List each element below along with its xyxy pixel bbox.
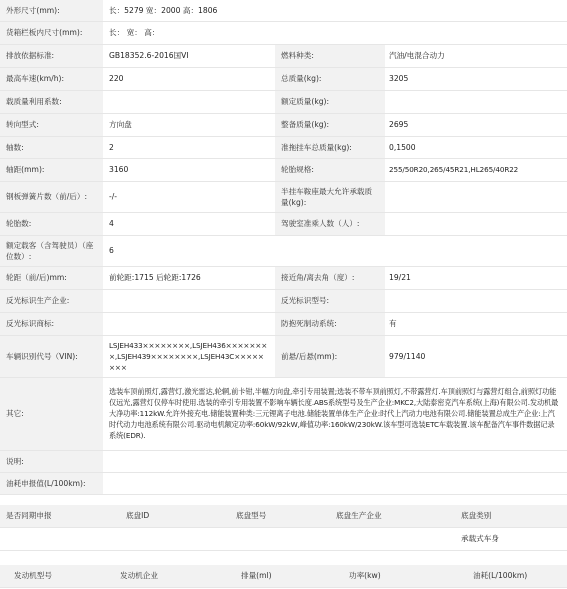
spec-label: 防抱死制动系统: [275, 312, 385, 335]
spec-label: 载质量利用系数: [0, 90, 103, 113]
spec-row [0, 67, 567, 90]
spec-value: 长： 宽： 高： [103, 21, 567, 44]
chassis-cell [110, 527, 220, 550]
spec-label: 轴距(mm): [0, 158, 103, 181]
spec-value [385, 90, 567, 113]
spec-row [0, 136, 567, 158]
spec-label: 排放依据标准: [0, 44, 103, 67]
spec-label: 轴数: [0, 136, 103, 158]
spec-row [0, 21, 567, 44]
spec-row [0, 158, 567, 181]
chassis-row [0, 527, 567, 550]
spec-label: 外形尺寸(mm): [0, 0, 103, 21]
spec-label: 总质量(kg): [275, 67, 385, 90]
spec-value: 6 [103, 235, 567, 266]
spec-row [0, 90, 567, 113]
spec-value [103, 312, 275, 335]
spec-label: 反光标识生产企业: [0, 289, 103, 312]
spec-label: 反光标识商标: [0, 312, 103, 335]
spec-row [0, 472, 567, 494]
spec-label: 整备质量(kg): [275, 113, 385, 136]
spec-label: 车辆识别代号（VIN): [0, 335, 103, 377]
spec-label: 货箱栏板内尺寸(mm): [0, 21, 103, 44]
spec-label: 驾驶室准乘人数（人）: [275, 212, 385, 235]
engine-header: 发动机型号 [0, 565, 110, 587]
spec-value: 汽油/电混合动力 [385, 44, 567, 67]
engine-header: 排量(ml) [227, 565, 337, 587]
spec-value: 3160 [103, 158, 275, 181]
spec-label: 接近角/离去角（度）: [275, 266, 385, 289]
spec-value [385, 212, 567, 235]
chassis-cell [220, 527, 330, 550]
engine-header: 油耗(L/100km) [447, 565, 567, 587]
spec-value [103, 289, 275, 312]
spec-value [103, 450, 567, 472]
spec-label: 其它: [0, 377, 103, 450]
chassis-header: 底盘生产企业 [330, 505, 447, 527]
spec-label: 前悬/后悬(mm): [275, 335, 385, 377]
chassis-header: 是否同期申报 [0, 505, 110, 527]
spec-value: 4 [103, 212, 275, 235]
spec-label: 轮胎规格: [275, 158, 385, 181]
spec-value [385, 181, 567, 212]
spec-row [0, 44, 567, 67]
chassis-cell [330, 527, 447, 550]
spec-value [103, 472, 567, 494]
spec-label: 半挂车鞍座最大允许承载质量(kg): [275, 181, 385, 212]
engine-header: 功率(kw) [337, 565, 447, 587]
spec-value: 19/21 [385, 266, 567, 289]
spec-label: 轮距（前/后)mm: [0, 266, 103, 289]
spec-row [0, 235, 567, 266]
spec-value: 方向盘 [103, 113, 275, 136]
chassis-header: 底盘型号 [220, 505, 330, 527]
chassis-table [0, 505, 567, 551]
engine-table [0, 565, 567, 588]
spec-label: 轮胎数: [0, 212, 103, 235]
spec-value [103, 90, 275, 113]
spec-row [0, 0, 567, 21]
spec-row [0, 335, 567, 377]
spec-row [0, 181, 567, 212]
spec-label: 燃料种类: [275, 44, 385, 67]
spec-row [0, 266, 567, 289]
engine-header-row [0, 565, 567, 587]
spec-label: 准拖挂车总质量(kg): [275, 136, 385, 158]
chassis-header: 底盘类别 [447, 505, 567, 527]
spec-value: -/- [103, 181, 275, 212]
spec-label: 油耗申报值(L/100km): [0, 472, 103, 494]
other-notes-value: 选装车顶前照灯,露营灯,激光雷达,轮辋,前卡钳,半幅方向盘,牵引专用装置;选装不带车顶前照灯,不带露营灯.车顶前照灯与露营灯组合,前照灯功能仅远光,露营灯仅停车时使用.选装的牵引专用装置不影响车辆长度.ABS系统型号及生产企业:MKC2,大陆泰密克汽车系统(上海)有限公司.发动机最大净功率:112kW.允许外接充电.储能装置种类:三元锂离子电池.储能装置单体生产企业:时代上汽动力电池有限公司.储能装置总成生产企业:上汽时代动力电池系统有限公司.驱动电机额定功率:60kW/92kW,峰值功率:160kW/230kW.该车型可选装ETC车载装置.该车配备汽车事件数据记录系统(EDR). [103, 377, 567, 450]
spec-label: 额定载客（含驾驶员）（座位数）: [0, 235, 103, 266]
spec-row [0, 113, 567, 136]
spec-value: GB18352.6-2016国VI [103, 44, 275, 67]
spec-value: 255/50R20,265/45R21,HL265/40R22 [385, 158, 567, 181]
spec-label: 转向型式: [0, 113, 103, 136]
spec-label: 最高车速(km/h): [0, 67, 103, 90]
spec-value: 长：5279 宽：2000 高：1806 [103, 0, 567, 21]
spec-row [0, 289, 567, 312]
chassis-header-row [0, 505, 567, 527]
spec-label: 反光标识型号: [275, 289, 385, 312]
spec-row [0, 212, 567, 235]
spec-value [385, 289, 567, 312]
chassis-header: 底盘ID [110, 505, 220, 527]
chassis-cell [0, 527, 110, 550]
spec-value: 2695 [385, 113, 567, 136]
spec-value: 有 [385, 312, 567, 335]
engine-header: 发动机企业 [110, 565, 227, 587]
spec-value: 2 [103, 136, 275, 158]
spec-value: 979/1140 [385, 335, 567, 377]
vin-value: LSJEH433××××××××,LSJEH436××××××××,LSJEH439××××××××,LSJEH43C×××××××× [103, 335, 275, 377]
spec-label: 钢板弹簧片数（前/后）: [0, 181, 103, 212]
spec-label: 额定质量(kg): [275, 90, 385, 113]
spec-row [0, 312, 567, 335]
spec-row [0, 450, 567, 472]
spec-value: 0,1500 [385, 136, 567, 158]
chassis-cell: 承载式车身 [447, 527, 567, 550]
spec-label: 说明: [0, 450, 103, 472]
spec-value: 前轮距:1715 后轮距:1726 [103, 266, 275, 289]
spec-row [0, 377, 567, 450]
spec-value: 220 [103, 67, 275, 90]
spec-value: 3205 [385, 67, 567, 90]
